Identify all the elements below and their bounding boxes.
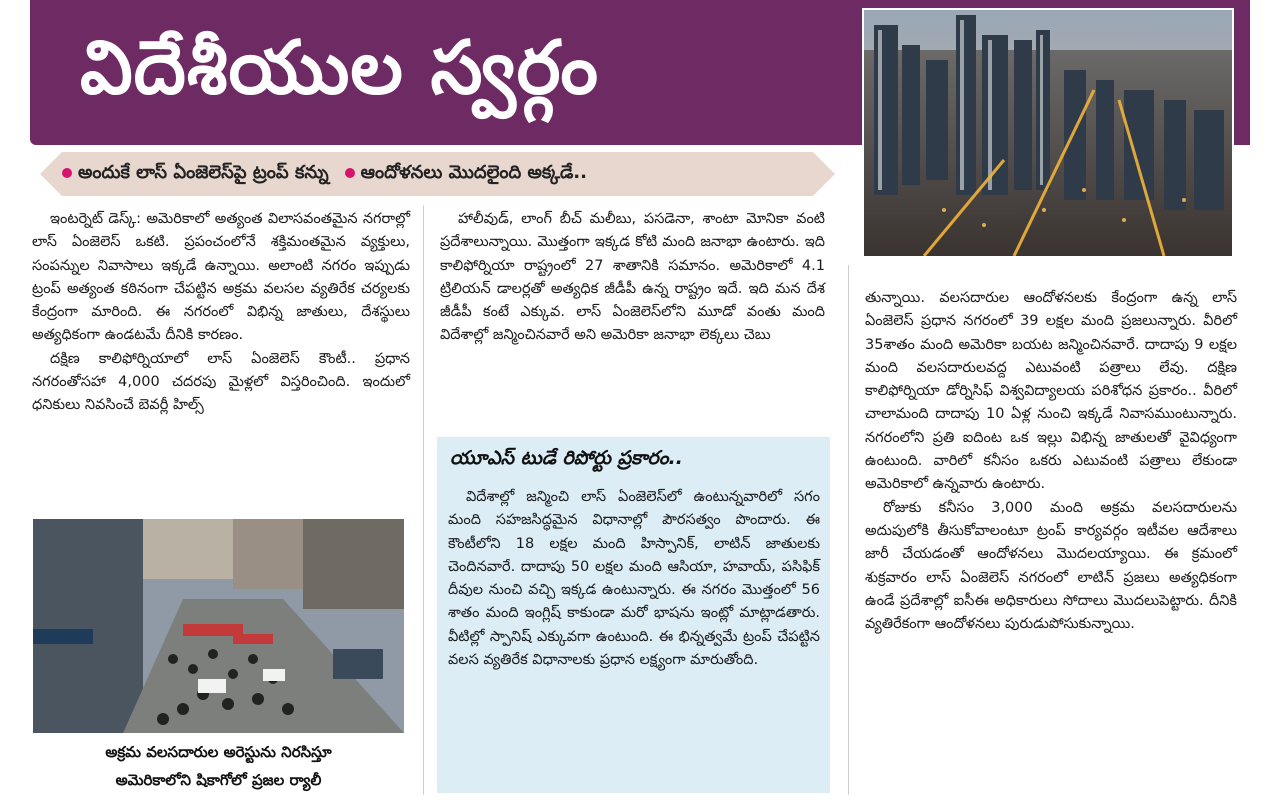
- column-3: [865, 287, 1237, 636]
- caption-line: అక్రమ వలసదారుల అరెస్టును నిరసిస్తూ: [105, 743, 332, 761]
- subhead-1: [62, 162, 329, 187]
- headline: విదేశీయుల స్వర్గం: [80, 25, 599, 111]
- subhead-1-text: అందుకే లాస్‌ ఏంజెలెస్‌పై ట్రంప్‌ కన్ను: [78, 161, 329, 183]
- report-box-title: యూఎస్‌ టుడే రిపోర్టు ప్రకారం..: [450, 447, 683, 469]
- bullet-icon: [62, 168, 72, 178]
- bullet-icon: [345, 168, 355, 178]
- column-2-paragraph: హాలీవుడ్‌, లాంగ్‌ బీచ్‌ మలీబు, పసడెనా, శాంటా మోనికా వంటి ప్రదేశాలున్నాయి. మొత్తంగా ఇక్కడ కోటి మంది జనాభా ఉంటారు. ఇది కాలిఫోర్నియా రాష్ట్రంలో 27 శాతానికి సమానం. అమెరికాలో 4.1 ట్రిలియన్‌ డాలర్లతో అత్యధిక జీడీపీ ఉన్న రాష్ట్రం ఇదే. ఇది మన దేశ జీడీపీ కంటే ఎక్కువ. లాస్‌ ఏంజెలెస్‌లోని మూడో వంతు మంది విదేశాల్లో జన్మించినవారే అని అమెరికా జనాభా లెక్కలు చెబు: [440, 211, 825, 344]
- column-3-paragraph: రోజుకు కనీసం 3,000 మంది అక్రమ వలసదారులను అదుపులోకి తీసుకోవాలంటూ ట్రంప్‌ కార్యవర్గం ఇటీవల ఆదేశాలు జారీ చేయడంతో ఆందోళనలు మొదలయ్యాయి. ఈ క్రమంలో శుక్రవారం లాస్‌ ఏంజెలెస్‌ నగరంలో లాటిన్‌ ప్రజలు అత్యధికంగా ఉండే ప్రదేశాల్లో ఐసీఈ అధికారులు సోదాలు మొదలుపెట్టారు. దీనికి వ్యతిరేకంగా ఆందోళనలు పురుడుపోసుకున్నాయి.: [865, 499, 1237, 633]
- subhead-row: [62, 152, 822, 196]
- los-angeles-skyline-photo: [862, 8, 1234, 258]
- column-1-paragraph: ఇంటర్నెట్‌ డెస్క్‌: అమెరికాలో అత్యంత విలాసవంతమైన నగరాల్లో లాస్‌ ఏంజెలెస్‌ ఒకటి. ప్రపంచంలోనే శక్తిమంతమైన వ్యక్తులు, సంపన్నుల నివాసాలు ఇక్కడే ఉన్నాయి. అలాంటి నగరం ఇప్పుడు ట్రంప్‌ అత్యంత కఠినంగా చేపట్టిన అక్రమ వలసల వ్యతిరేక చర్యలకు కేంద్రంగా మారింది. ఈ నగరంలో విభిన్న జాతులు, దేశస్థులు అత్యధికంగా ఉండటమే దీనికి కారణం.: [32, 211, 410, 344]
- column-2: [440, 208, 825, 348]
- column-1: [32, 208, 410, 418]
- subhead-2-text: ఆందోళనలు మొదలైంది అక్కడే..: [360, 161, 587, 183]
- report-box-body: [448, 486, 820, 672]
- column-3-paragraph: తున్నాయి. వలసదారుల ఆందోళనలకు కేంద్రంగా ఉన్న లాస్‌ ఏంజెలెస్‌ ప్రధాన నగరంలో 39 లక్షల మంది ప్రజలున్నారు. వీరిలో 35శాతం మంది అమెరికా బయట జన్మించినవారే. దాదాపు 9 లక్షల మంది వలసదారులవద్ద ఎటువంటి పత్రాలు లేవు. దక్షిణ కాలిఫోర్నియా డోర్నిసిఫ్‌ విశ్వవిద్యాలయ పరిశోధన ప్రకారం.. వీరిలో చాలామంది దాదాపు 10 ఏళ్ల నుంచి ఇక్కడే నివాసముంటున్నారు. నగరంలోని ప్రతి ఐదింట ఒక ఇల్లు విభిన్న జాతులతో వైవిధ్యంగా ఉంటుంది. వారిలో కనీసం ఒకరు ఎటువంటి పత్రాలు లేకుండా అమెరికాలో ఉన్నవారు ఉంటారు.: [865, 290, 1237, 493]
- column-1-paragraph: దక్షిణ కాలిఫోర్నియాలో లాస్‌ ఏంజెలెస్‌ కౌంటీ.. ప్రధాన నగరంతోసహా 4,000 చదరపు మైళ్లలో విస్తరించింది. ఇందులో ధనికులు నివసించే బెవర్లీ హిల్స్‌: [32, 350, 410, 414]
- report-box-paragraph: విదేశాల్లో జన్మించి లాస్‌ ఏంజెలెస్‌లో ఉంటున్నవారిలో సగం మంది సహజసిద్ధమైన విధానాల్లో పౌరసత్వం పొందారు. ఈ కౌంటీలోని 18 లక్షల మంది హిస్పానిక్‌, లాటిన్‌ జాతులకు చెందినవారే. దాదాపు 50 లక్షల మంది ఆసియా, హవాయ్‌, పసిఫిక్‌ దీవుల నుంచి వచ్చి ఇక్కడ ఉంటున్నారు. ఈ నగరం మొత్తంలో 56 శాతం మంది ఇంగ్లిష్‌ కాకుండా మరో భాషను ఇంట్లో మాట్లాడతారు. వీటిల్లో స్పానిష్‌ ఎక్కువగా ఉంటుంది. ఈ భిన్నత్వమే ట్రంప్‌ చేపట్టిన వలస వ్యతిరేక విధానాలకు ప్రధాన లక్ష్యంగా మారుతోంది.: [448, 489, 820, 669]
- rally-caption: [33, 738, 404, 794]
- chicago-rally-photo: [33, 519, 404, 733]
- caption-line: అమెరికాలోని షికాగోలో ప్రజల ర్యాలీ: [115, 771, 322, 789]
- subhead-2: [345, 162, 587, 187]
- column-divider: [423, 205, 424, 795]
- column-divider: [848, 265, 849, 795]
